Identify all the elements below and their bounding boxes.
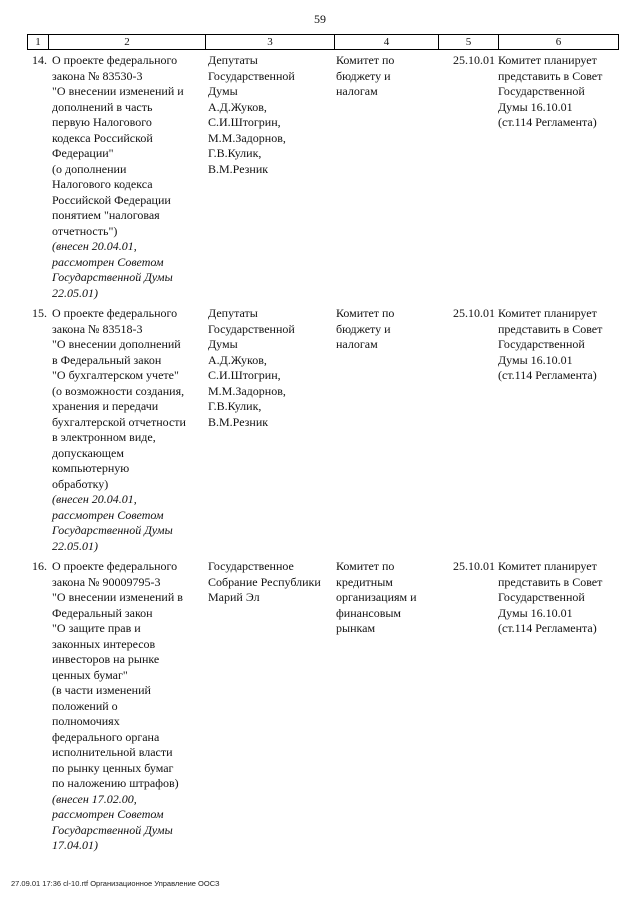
bill-line: инвесторов на рынке: [52, 652, 160, 666]
bill-line: (о дополнении: [52, 161, 127, 176]
committee-line: рынкам: [336, 621, 376, 635]
bill-line: в электронном виде,: [52, 430, 156, 444]
bill-line: "О бухгалтерском учете": [52, 368, 179, 382]
responsible-committee: [336, 306, 436, 353]
note-line: Комитет планирует: [498, 306, 597, 320]
author-line: Депутаты: [208, 306, 258, 320]
bill-status-line: 17.04.01): [52, 838, 98, 852]
bill-line: законных интересов: [52, 636, 156, 651]
bill-line: О проекте федерального: [52, 53, 178, 67]
entry-number: 16.: [32, 559, 47, 573]
author-line: Думы: [208, 337, 238, 351]
committee-line: финансовым: [336, 605, 402, 620]
bill-description: [52, 53, 212, 301]
bill-description: [52, 559, 212, 854]
committee-line: организациям и: [336, 590, 417, 604]
bill-line: закона № 83530-3: [52, 68, 143, 83]
committee-line: налогам: [336, 84, 378, 98]
author-line: Государственное: [208, 559, 294, 573]
responsible-committee: [336, 559, 436, 637]
author-line: А.Д.Жуков,: [208, 352, 267, 367]
column-number-2: 2: [49, 35, 206, 50]
document-footer: 27.09.01 17:36 cl-10.rtf Организационное Управление ООСЗ: [11, 879, 220, 888]
author-line: Государственной: [208, 68, 295, 83]
bill-line: хранения и передачи: [52, 399, 159, 413]
bill-line: федерального органа: [52, 729, 160, 744]
bill-line: в Федеральный закон: [52, 352, 162, 367]
author-line: С.И.Штогрин,: [208, 115, 281, 129]
note-line: Государственной: [498, 337, 585, 351]
bill-line: закона № 83518-3: [52, 321, 143, 336]
bill-status-line: рассмотрен Советом: [52, 254, 164, 269]
bill-authors: [208, 306, 334, 430]
bill-status-line: Государственной Думы: [52, 270, 173, 284]
bill-line: дополнений в часть: [52, 99, 153, 114]
committee-line: бюджету и: [336, 68, 391, 83]
bill-line: О проекте федерального: [52, 306, 178, 320]
bill-line: исполнительной власти: [52, 745, 173, 759]
bill-line: отчетность"): [52, 223, 118, 238]
bill-status-line: рассмотрен Советом: [52, 507, 164, 522]
author-line: Марий Эл: [208, 590, 260, 604]
bill-line: Федеральный закон: [52, 605, 153, 620]
bill-authors: [208, 559, 334, 606]
bill-status-line: Государственной Думы: [52, 523, 173, 537]
bill-line: допускающем: [52, 445, 124, 460]
note-line: (ст.114 Регламента): [498, 368, 597, 382]
note-line: Думы 16.10.01: [498, 605, 573, 620]
author-line: М.М.Задорнов,: [208, 130, 286, 145]
bill-line: "О внесении изменений и: [52, 84, 184, 98]
bill-status-line: 22.05.01): [52, 538, 98, 553]
author-line: Собрание Республики: [208, 574, 321, 589]
note-line: Думы 16.10.01: [498, 99, 573, 114]
bill-line: Федерации": [52, 146, 114, 160]
note-line: представить в Совет: [498, 574, 603, 589]
column-number-3: 3: [206, 35, 335, 50]
author-line: Государственной: [208, 321, 295, 336]
note-line: представить в Совет: [498, 321, 603, 336]
note-line: (ст.114 Регламента): [498, 621, 597, 635]
bill-line: по наложению штрафов): [52, 776, 179, 790]
bill-line: (в части изменений: [52, 683, 151, 697]
entry-number: 15.: [32, 306, 47, 320]
committee-line: кредитным: [336, 574, 393, 589]
bill-line: Российской Федерации: [52, 192, 171, 207]
author-line: А.Д.Жуков,: [208, 99, 267, 114]
bill-line: бухгалтерской отчетности: [52, 414, 186, 429]
committee-line: Комитет по: [336, 306, 395, 320]
column-number-4: 4: [335, 35, 439, 50]
author-line: В.М.Резник: [208, 161, 269, 176]
author-line: С.И.Штогрин,: [208, 368, 281, 382]
note-line: Комитет планирует: [498, 53, 597, 67]
committee-line: Комитет по: [336, 53, 395, 67]
note-line: (ст.114 Регламента): [498, 115, 597, 129]
review-date: 25.10.01: [453, 53, 495, 67]
bill-status-line: рассмотрен Советом: [52, 807, 164, 821]
bill-line: О проекте федерального: [52, 559, 178, 573]
note-line: представить в Совет: [498, 68, 603, 83]
column-number-6: 6: [499, 35, 619, 50]
page-number: 59: [314, 12, 326, 26]
bill-line: понятием "налоговая: [52, 208, 160, 222]
note-line: Государственной: [498, 590, 585, 604]
column-number-header: [27, 34, 619, 50]
bill-description: [52, 306, 212, 554]
author-line: Думы: [208, 84, 238, 98]
bill-status-line: (внесен 20.04.01,: [52, 492, 137, 506]
bill-status-line: Государственной Думы: [52, 822, 173, 837]
bill-line: (о возможности создания,: [52, 383, 185, 398]
author-line: В.М.Резник: [208, 414, 269, 429]
bill-line: первую Налогового: [52, 115, 152, 129]
review-date: 25.10.01: [453, 559, 495, 573]
bill-line: обработку): [52, 476, 109, 491]
bill-line: ценных бумаг": [52, 667, 128, 682]
author-line: М.М.Задорнов,: [208, 383, 286, 398]
bill-line: полномочиях: [52, 714, 120, 728]
bill-line: "О внесении изменений в: [52, 590, 183, 604]
entry-number: 14.: [32, 53, 47, 67]
bill-status-line: (внесен 17.02.00,: [52, 791, 137, 806]
committee-line: бюджету и: [336, 321, 391, 336]
bill-status-line: 22.05.01): [52, 285, 98, 300]
bill-line: закона № 90009795-3: [52, 574, 161, 589]
bill-line: компьютерную: [52, 461, 130, 475]
note-line: Государственной: [498, 84, 585, 98]
committee-note: [498, 306, 622, 384]
note-line: Комитет планирует: [498, 559, 597, 573]
bill-authors: [208, 53, 334, 177]
author-line: Г.В.Кулик,: [208, 146, 262, 160]
column-number-5: 5: [439, 35, 499, 50]
bill-line: "О защите прав и: [52, 621, 141, 635]
bill-line: по рынку ценных бумаг: [52, 760, 174, 775]
bill-line: Налогового кодекса: [52, 177, 153, 191]
bill-line: "О внесении дополнений: [52, 337, 181, 351]
author-line: Депутаты: [208, 53, 258, 67]
committee-note: [498, 53, 622, 131]
note-line: Думы 16.10.01: [498, 352, 573, 367]
column-number-1: 1: [28, 35, 49, 50]
review-date: 25.10.01: [453, 306, 495, 320]
bill-line: положений о: [52, 698, 118, 713]
bill-line: кодекса Российской: [52, 130, 153, 145]
committee-note: [498, 559, 622, 637]
bill-status-line: (внесен 20.04.01,: [52, 239, 137, 253]
committee-line: Комитет по: [336, 559, 395, 573]
committee-line: налогам: [336, 337, 378, 351]
author-line: Г.В.Кулик,: [208, 399, 262, 413]
responsible-committee: [336, 53, 436, 100]
